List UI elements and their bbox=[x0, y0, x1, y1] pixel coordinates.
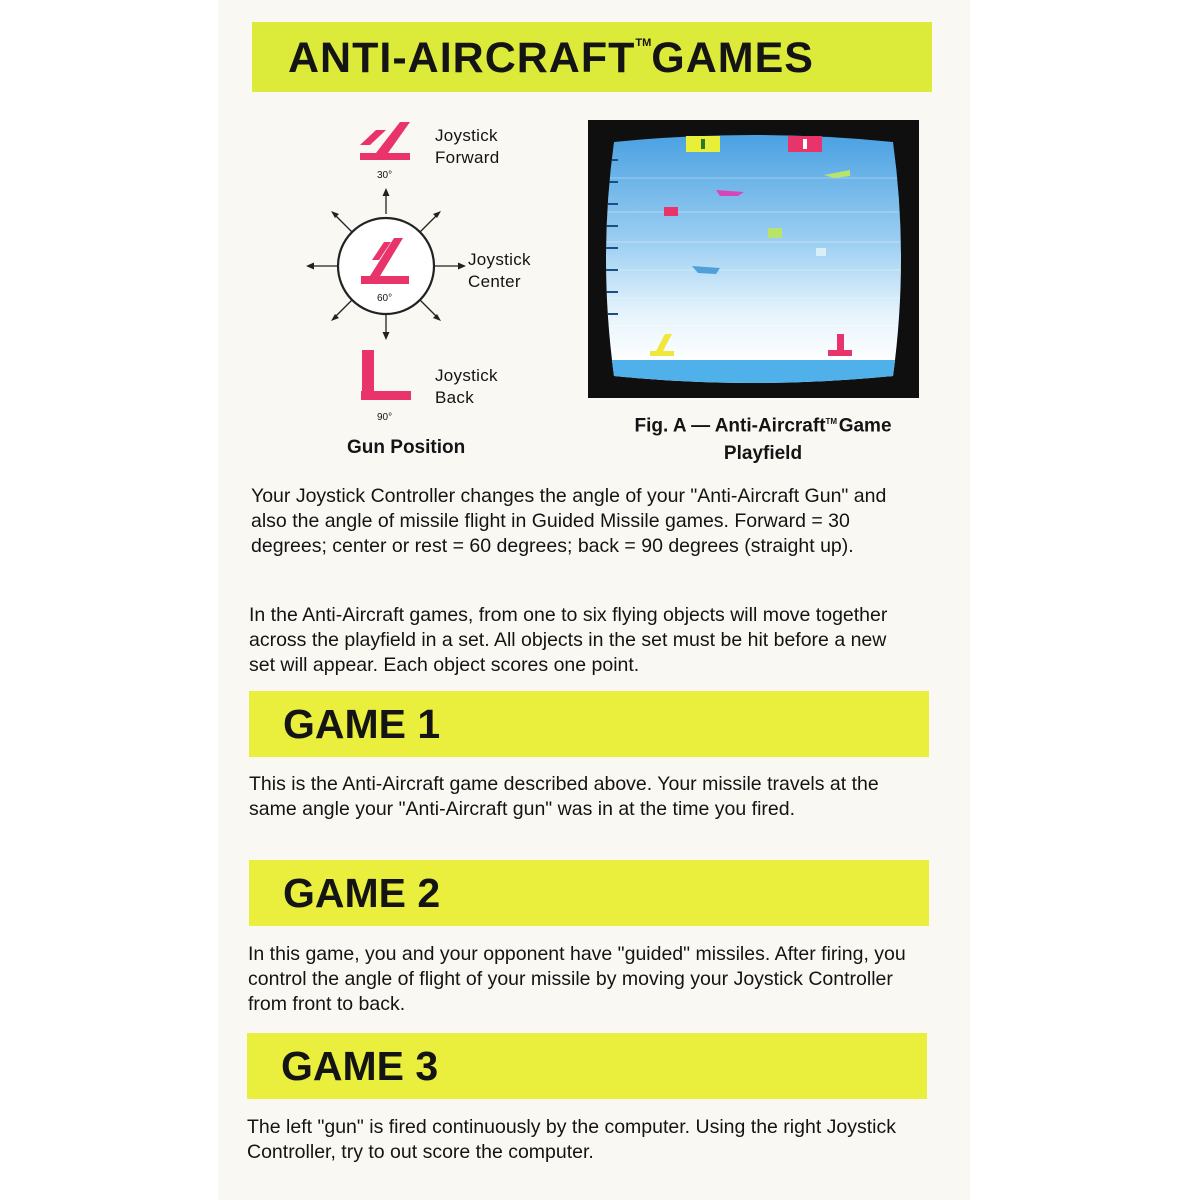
page-title: ANTI-AIRCRAFT™GAMES bbox=[288, 34, 814, 82]
playfield-screen-image bbox=[588, 120, 919, 398]
intro-paragraph-1: Your Joystick Controller changes the angle of your "Anti-Aircraft Gun" and also the angle of missile flight in Guided Missile games. Forward = 30 degrees; center or rest = 60 degrees; back = 90 degrees (straight up). bbox=[251, 485, 887, 557]
degrees-30-label: 30° bbox=[377, 170, 393, 181]
gun-forward-icon bbox=[360, 122, 410, 160]
intro-paragraph-2: In the Anti-Aircraft games, from one to six flying objects will move together across the playfield in a set. All objects in the set must be hit before a new set will appear. Each object scores one point. bbox=[249, 604, 888, 676]
player2-score-icon bbox=[788, 136, 822, 152]
game-3-description: The left "gun" is fired continuously by the computer. Using the right Joystick Controller, try to out score the computer. bbox=[247, 1116, 896, 1163]
degrees-60-label: 60° bbox=[377, 293, 393, 304]
game-1-banner bbox=[249, 691, 929, 757]
gun-position-caption: Gun Position bbox=[347, 437, 466, 458]
trademark-mark: TM bbox=[635, 37, 652, 49]
degrees-90-label: 90° bbox=[377, 412, 393, 423]
player1-score-icon bbox=[686, 136, 720, 152]
joystick-center-label: Joystick Center bbox=[468, 250, 531, 291]
game-1-title: GAME 1 bbox=[283, 701, 441, 747]
title-banner bbox=[252, 22, 932, 92]
game-2-banner bbox=[249, 860, 929, 926]
game-2-title: GAME 2 bbox=[283, 870, 441, 916]
game-3-title: GAME 3 bbox=[281, 1043, 439, 1089]
game-2-description: In this game, you and your opponent have "guided" missiles. After firing, you control the angle of flight of your missile by moving your Joystick Controller from front to back. bbox=[248, 943, 906, 1015]
game-3-banner bbox=[247, 1033, 927, 1099]
joystick-back-label: Joystick Back bbox=[435, 366, 498, 407]
gun-back-icon bbox=[361, 350, 411, 400]
game-1-description: This is the Anti-Aircraft game described above. Your missile travels at the same angle your "Anti-Aircraft gun" was in at the time you fired. bbox=[249, 773, 879, 820]
joystick-forward-label: Joystick Forward bbox=[435, 126, 500, 167]
figure-caption: Fig. A — Anti-Aircraft™ Game Playfield bbox=[634, 415, 892, 465]
